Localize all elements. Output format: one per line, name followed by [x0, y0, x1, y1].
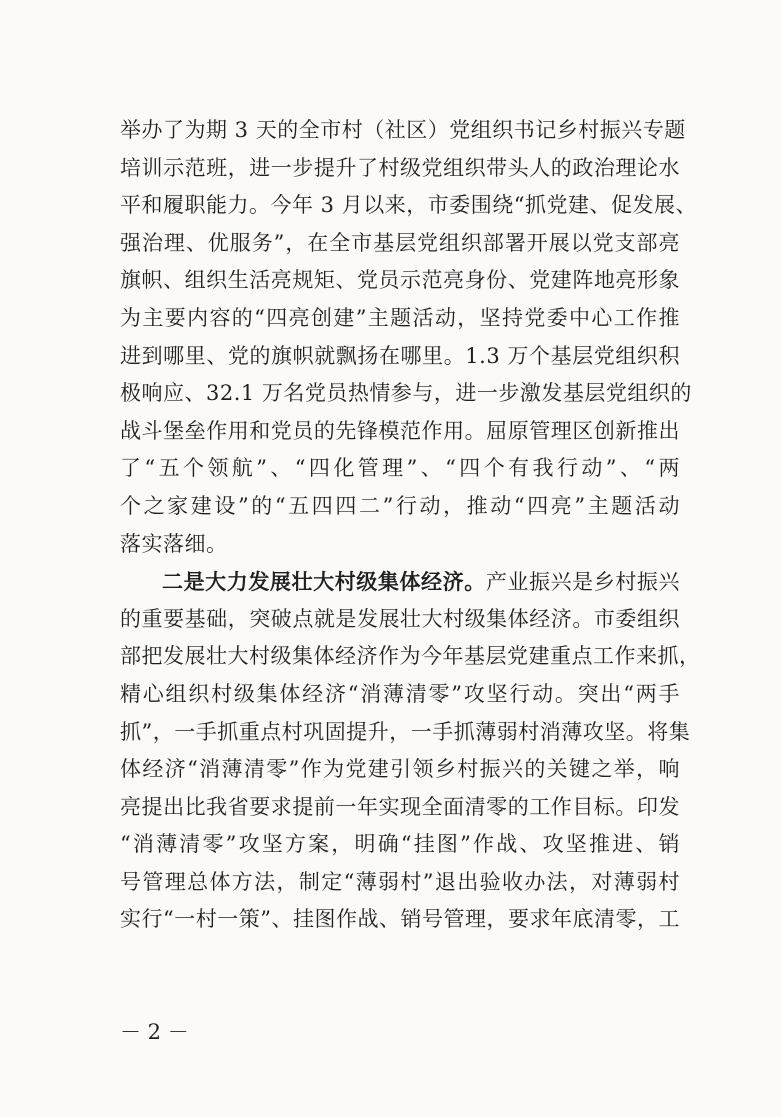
text-line: 旗帜、组织生活亮规矩、党员示范亮身份、党建阵地亮形象	[120, 268, 680, 293]
paragraph-1	[120, 112, 697, 563]
text-line: 部把发展壮大村级集体经济作为今年基层党建重点工作来抓，	[120, 644, 701, 669]
text-line: 精心组织村级集体经济“消薄清零”攻坚行动。突出“两手	[120, 681, 680, 706]
text-line: 抓”，一手抓重点村巩固提升，一手抓薄弱村消薄攻坚。将集	[120, 719, 691, 744]
text-line: 培训示范班，进一步提升了村级党组织带头人的政治理论水	[120, 155, 680, 180]
text-line: 战斗堡垒作用和党员的先锋模范作用。屈原管理区创新推出	[120, 418, 680, 443]
text-line: 举办了为期 3 天的全市村（社区）党组织书记乡村振兴专题	[120, 118, 686, 142]
text-line: 的重要基础，突破点就是发展壮大村级集体经济。市委组织	[120, 606, 680, 631]
text-line: 强治理、优服务”，在全市基层党组织部署开展以党支部亮	[120, 230, 680, 255]
text-line: “消薄清零”攻坚方案，明确“挂图”作战、攻坚推进、销	[120, 832, 680, 857]
text-line: 极响应、32.1 万名党员热情参与，进一步激发基层党组织的	[120, 381, 692, 406]
text-line: 号管理总体方法，制定“薄弱村”退出验收办法，对薄弱村	[120, 869, 680, 894]
heading-line-rest: 产业振兴是乡村振兴	[485, 570, 681, 595]
text-line: 实行“一村一策”、挂图作战、销号管理，要求年底清零，工	[120, 907, 680, 932]
text-line: 为主要内容的“四亮创建”主题活动，坚持党委中心工作推	[120, 305, 680, 330]
text-line: 亮提出比我省要求提前一年实现全面清零的工作目标。印发	[120, 794, 680, 819]
page-number: － 2 －	[120, 1020, 189, 1044]
paragraph-2	[120, 563, 701, 939]
text-line: 体经济“消薄清零”作为党建引领乡村振兴的关键之举，响	[120, 757, 680, 782]
body-text	[120, 112, 701, 939]
text-line	[120, 563, 680, 601]
text-line: 落实落细。	[120, 531, 228, 556]
text-line: 平和履职能力。今年 3 月以来，市委围绕“抓党建、促发展、	[120, 193, 697, 218]
text-line: 进到哪里、党的旗帜就飘扬在哪里。1.3 万个基层党组织积	[120, 343, 680, 368]
text-line: 个之家建设”的“五四四二”行动，推动“四亮”主题活动	[120, 493, 680, 518]
section-heading: 二是大力发展壮大村级集体经济。	[162, 569, 486, 595]
text-line: 了“五个领航”、“四化管理”、“四个有我行动”、“两	[120, 456, 680, 481]
